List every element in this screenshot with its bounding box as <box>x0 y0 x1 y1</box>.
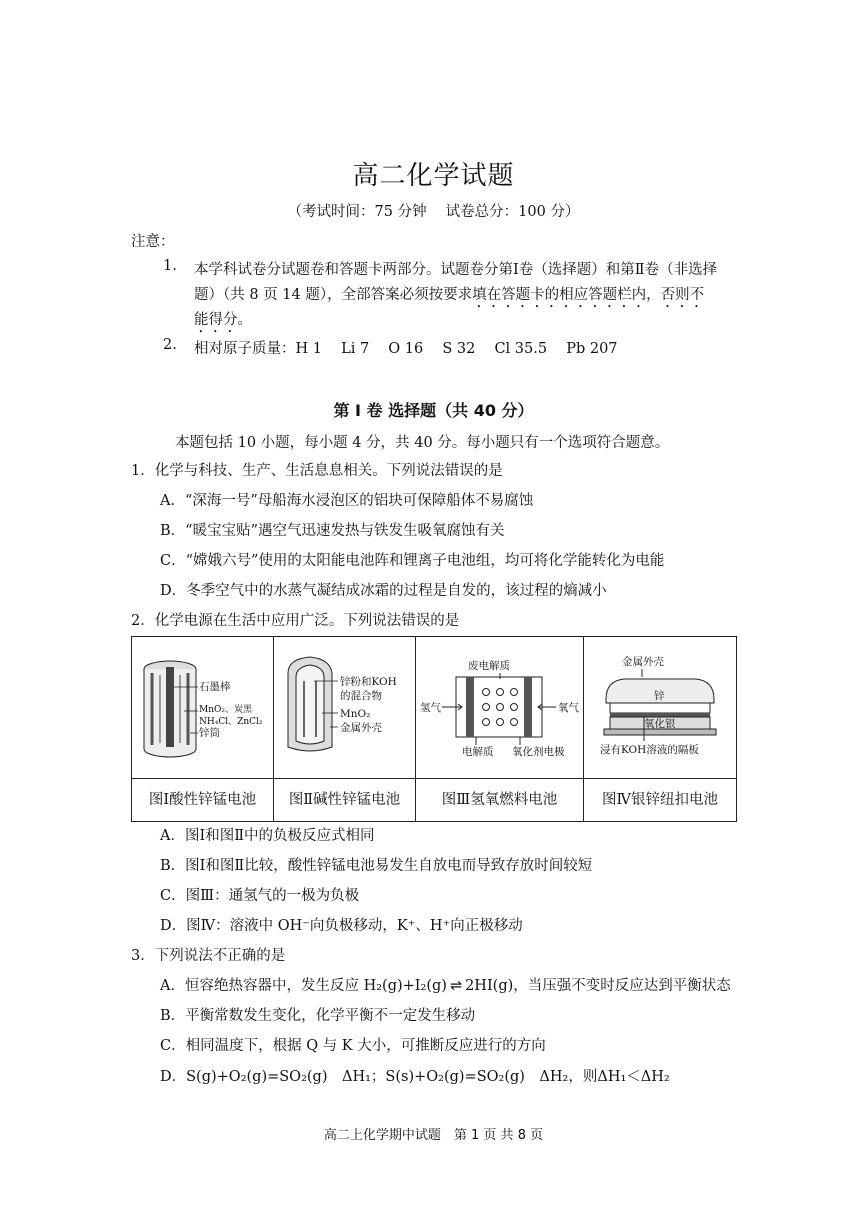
fig2-label-3: MnO₂ <box>340 708 371 720</box>
question-3-option-d: D．S(g)+O₂(g)=SO₂(g) ΔH₁；S(s)+O₂(g)=SO₂(g) ΔH₂，则ΔH₁＜ΔH₂ <box>160 1069 670 1085</box>
emphasis-text: 能得分 <box>194 312 238 328</box>
emphasis-text: 填在答题卡的相应答题栏内 <box>472 287 647 303</box>
fig1-caption: 图Ⅰ酸性锌锰电池 <box>132 778 273 821</box>
fig4-label-1: 金属外壳 <box>622 656 664 668</box>
question-2-option-a: A．图Ⅰ和图Ⅱ中的负极反应式相同 <box>160 828 375 844</box>
page-title: 高二化学试题 <box>352 161 515 191</box>
notice-item-1-line-3 <box>194 308 252 336</box>
option-text: A．恒容绝热容器中，发生反应 H₂(g)+I₂(g) <box>160 978 447 994</box>
notice-text: 题）（共 8 页 14 题），全部答案必须按要求 <box>194 287 473 303</box>
notice-item-1-line-2 <box>194 283 704 311</box>
question-2-option-d: D．图Ⅳ：溶液中 OH⁻向负极移动，K⁺、H⁺向正极移动 <box>160 918 523 934</box>
fig2-caption: 图Ⅱ碱性锌锰电池 <box>274 778 415 821</box>
question-1-option-a: A．“深海一号”母船海水浸泡区的铝块可保障船体不易腐蚀 <box>160 493 534 509</box>
figure-cell-1 <box>132 637 274 821</box>
notice-item-1-line-1: 本学科试卷分试题卷和答题卡两部分。试题卷分第Ⅰ卷（选择题）和第Ⅱ卷（非选择 <box>194 262 718 278</box>
alkaline-zinc-manganese-battery-diagram <box>274 637 416 779</box>
fig4-caption: 图Ⅳ银锌纽扣电池 <box>584 778 736 821</box>
hydrogen-oxygen-fuel-cell-diagram <box>416 637 584 779</box>
exam-info: （考试时间：75 分钟 试卷总分：100 分） <box>287 204 580 220</box>
section-heading: 第 I 卷 选择题（共 40 分） <box>333 401 534 420</box>
battery-figure-table <box>131 636 737 822</box>
atomic-mass-list: 相对原子质量：H 1 Li 7 O 16 S 32 Cl 35.5 Pb 207 <box>194 341 618 357</box>
option-text: 2HI(g)，当压强不变时反应达到平衡状态 <box>465 978 731 994</box>
fig3-label-3: 氧气 <box>558 702 579 714</box>
question-1-option-b: B．“暖宝宝贴”遇空气迅速发热与铁发生吸氧腐蚀有关 <box>160 523 505 539</box>
figure-cell-2 <box>274 637 416 821</box>
question-2-option-b: B．图Ⅰ和图Ⅱ比较，酸性锌锰电池易发生自放电而导致存放时间较短 <box>160 858 593 874</box>
fig2-label-4: 金属外壳 <box>340 722 382 734</box>
fig2-label-2: 的混合物 <box>340 690 382 702</box>
notice-label: 注意： <box>131 234 175 250</box>
question-3-stem: 3．下列说法不正确的是 <box>131 948 286 964</box>
figure-cell-4 <box>584 637 736 821</box>
question-1-option-c: C．“嫦娥六号”使用的太阳能电池阵和锂离子电池组，均可将化学能转化为电能 <box>160 553 665 569</box>
question-2-stem: 2．化学电源在生活中应用广泛。下列说法错误的是 <box>131 613 460 629</box>
fig4-label-2: 锌 <box>654 690 665 702</box>
fig3-label-5: 氧化剂电极 <box>512 746 565 758</box>
question-2-option-c: C．图Ⅲ：通氢气的一极为负极 <box>160 888 360 904</box>
fig3-caption: 图Ⅲ氢氧燃料电池 <box>416 778 583 821</box>
question-3-option-b: B．平衡常数发生变化，化学平衡不一定发生移动 <box>160 1008 476 1024</box>
fig1-label-1: 石墨棒 <box>199 681 231 693</box>
notice-text: ， <box>646 287 661 303</box>
section-intro: 本题包括 10 小题，每小题 4 分，共 40 分。每小题只有一个选项符合题意。 <box>175 435 670 451</box>
emphasis-text: 否则不 <box>660 287 705 303</box>
question-3-option-a <box>160 974 731 995</box>
fig4-label-3: 氧化银 <box>644 718 676 730</box>
question-1-option-d: D．冬季空气中的水蒸气凝结成冰霜的过程是自发的，该过程的熵减小 <box>160 583 607 599</box>
equilibrium-arrow: ⇌ <box>449 978 463 994</box>
silver-zinc-button-cell-diagram <box>584 637 736 779</box>
fig3-label-2: 氢气 <box>420 702 441 714</box>
question-3-option-c: C．相同温度下，根据 Q 与 K 大小，可推断反应进行的方向 <box>160 1038 546 1054</box>
fig1-label-3: NH₄Cl、ZnCl₂ <box>199 717 263 727</box>
page-footer: 高二上化学期中试题 第 1 页 共 8 页 <box>323 1128 544 1143</box>
notice-text: 。 <box>237 312 252 328</box>
fig4-label-4: 浸有KOH溶液的隔板 <box>600 744 699 756</box>
fig2-label-1: 锌粉和KOH <box>340 676 397 688</box>
question-1-stem: 1．化学与科技、生产、生活息息相关。下列说法错误的是 <box>131 463 503 479</box>
fig3-label-4: 电解质 <box>462 746 494 758</box>
figure-cell-3 <box>416 637 584 821</box>
acid-zinc-manganese-battery-diagram <box>132 637 274 779</box>
notice-item-1-number: 1. <box>163 258 177 274</box>
notice-item-2-number: 2. <box>163 337 177 353</box>
fig1-label-2: MnO₂、炭黑 <box>199 705 252 715</box>
fig3-label-1: 废电解质 <box>468 660 510 672</box>
fig1-label-4: 锌筒 <box>199 727 220 739</box>
